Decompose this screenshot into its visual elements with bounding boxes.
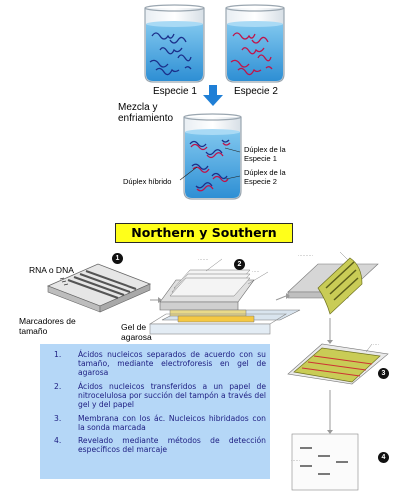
duplex-sp1-line1: Dúplex de la [244,145,286,154]
transfer-stack [150,259,300,334]
hybridization-membrane [288,344,388,384]
annotation-bag: ···· [373,342,379,347]
mix-arrow [203,85,223,106]
hybrid-label: Dúplex híbrido [123,177,172,186]
membrane-peel [288,252,378,314]
annotation-peel: ·········· [298,253,313,258]
page-title: Northern y Southern [115,223,293,243]
steps-panel [40,344,270,479]
mix-label-line1: Mezcla y [118,102,158,113]
duplex-sp2-line1: Dúplex de la [244,168,286,177]
species-2-label: Especie 2 [234,86,278,97]
annotation-film: ······ [291,458,300,463]
step-3-number: 3. [54,414,62,423]
annotation-nitro: ····· [252,269,260,274]
mix-label-line2: enfriamiento [118,113,174,124]
markers-label-line1: Marcadores de [19,316,76,326]
duplex-sp2-line2: Especie 2 [244,177,277,186]
duplex-sp1-line2: Especie 1 [244,154,277,163]
step-badge-1: 1 [112,253,123,264]
step-badge-3: 3 [378,368,389,379]
step-badge-4: 4 [378,452,389,463]
beaker-species-2 [226,5,284,82]
gel-label-line1: Gel de [121,322,147,332]
beaker-species-1 [145,5,204,82]
step-1-number: 1. [54,350,62,359]
step-badge-2: 2 [234,259,245,270]
hybridization-illustration [0,0,409,215]
autoradiograph [292,434,358,490]
step-1-text: Ácidos nucleicos separados de acuerdo con su tamaño, mediante electroforesis en gel de agarosa [78,350,266,377]
step-4-text: Revelado mediante métodos de detección específicos del marcaje [78,436,266,454]
species-1-label: Especie 1 [153,86,197,97]
markers-label-line2: tamaño [19,326,48,336]
beaker-mixture [184,114,241,199]
step-2-number: 2. [54,382,62,391]
annotation-paper: ······· [198,257,209,262]
step-2-text: Ácidos nucleicos transferidos a un papel de nitrocelulosa por succión del tampón a través del gel y del papel [78,382,266,409]
gel-label-line2: agarosa [121,332,152,342]
step-4-number: 4. [54,436,62,445]
rna-dna-label: RNA o DNA [29,265,74,275]
step-3-text: Membrana con los ác. Nucleicos hibridados con la sonda marcada [78,414,266,432]
